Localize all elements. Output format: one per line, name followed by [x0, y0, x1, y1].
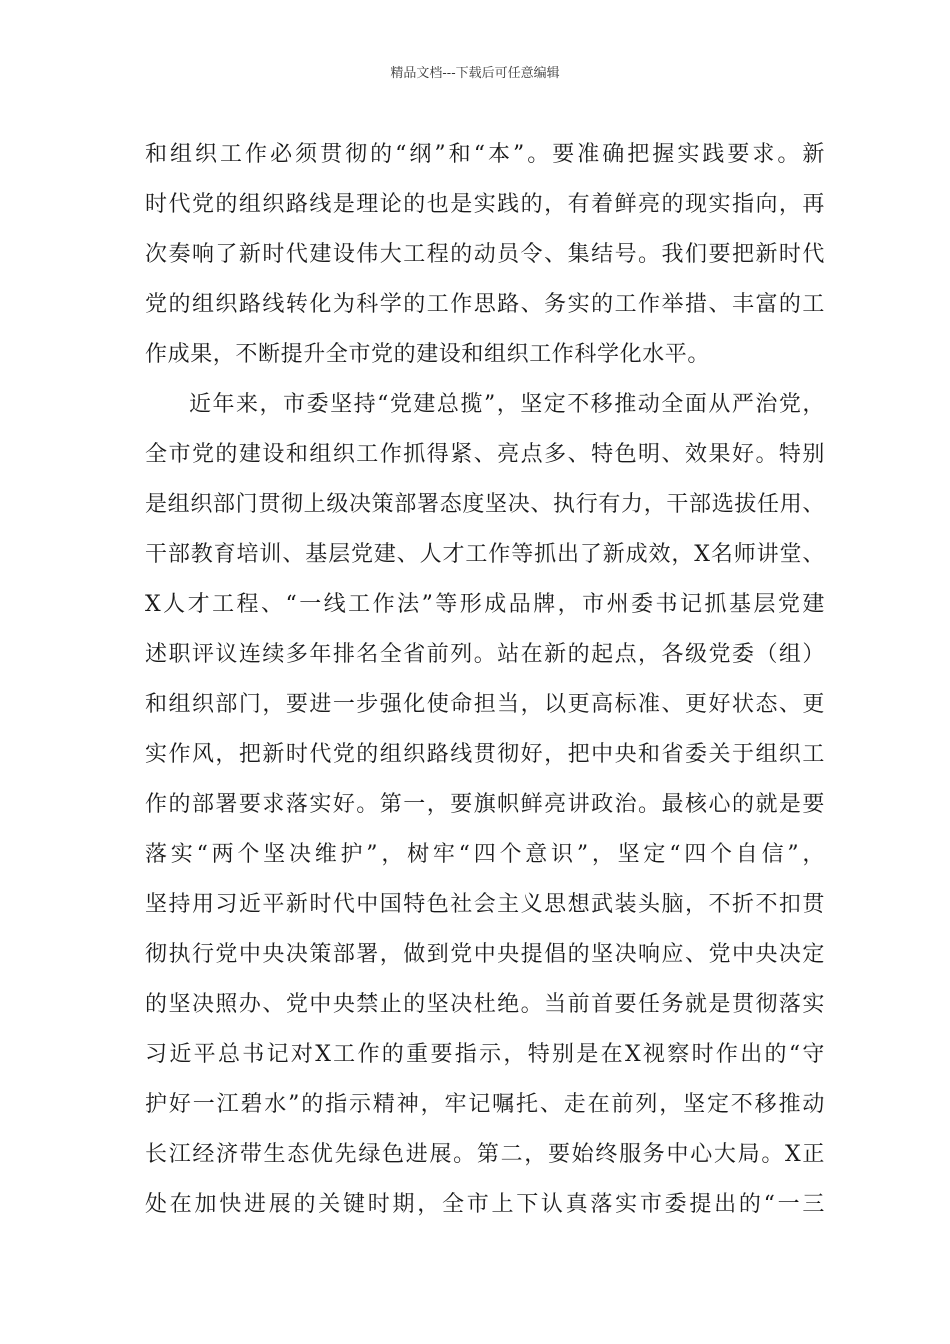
body-line: 党的组织路线转化为科学的工作思路、务实的工作举措、丰富的工 [145, 292, 825, 317]
body-line: 次奏响了新时代建设伟大工程的动员令、集结号。我们要把新时代 [145, 242, 825, 267]
body-line: 和组织工作必须贯彻的“纲”和“本”。要准确把握实践要求。新 [145, 142, 825, 167]
body-line: 习近平总书记对X工作的重要指示，特别是在X视察时作出的“守 [145, 1042, 825, 1067]
body-line: 时代党的组织路线是理论的也是实践的，有着鲜亮的现实指向，再 [145, 192, 825, 217]
document-body [145, 130, 825, 1230]
body-line: 作的部署要求落实好。第一，要旗帜鲜亮讲政治。最核心的就是要 [145, 792, 825, 817]
body-line: X人才工程、“一线工作法”等形成品牌，市州委书记抓基层党建 [145, 592, 825, 617]
page-header: 精品文档---下载后可任意编辑 [390, 66, 560, 81]
body-line: 落实“两个坚决维护”，树牢“四个意识”，坚定“四个自信”， [145, 842, 825, 867]
body-line: 和组织部门，要进一步强化使命担当，以更高标准、更好状态、更 [145, 692, 825, 717]
body-line: 作成果，不断提升全市党的建设和组织工作科学化水平。 [145, 342, 711, 367]
body-line: 是组织部门贯彻上级决策部署态度坚决、执行有力，干部选拔任用、 [145, 492, 825, 517]
body-line: 述职评议连续多年排名全省前列。站在新的起点，各级党委（组） [145, 642, 825, 667]
body-line: 处在加快进展的关键时期，全市上下认真落实市委提出的“一三 [145, 1192, 825, 1217]
paragraph-first-line: 近年来，市委坚持“党建总揽”，坚定不移推动全面从严治党， [189, 392, 825, 417]
body-line: 的坚决照办、党中央禁止的坚决杜绝。当前首要任务就是贯彻落实 [145, 992, 825, 1017]
body-line: 护好一江碧水”的指示精神，牢记嘱托、走在前列，坚定不移推动 [145, 1092, 825, 1117]
body-line: 长江经济带生态优先绿色进展。第二，要始终服务中心大局。X正 [145, 1142, 825, 1167]
body-line: 干部教育培训、基层党建、人才工作等抓出了新成效，X名师讲堂、 [145, 542, 825, 567]
body-line: 全市党的建设和组织工作抓得紧、亮点多、特色明、效果好。特别 [145, 442, 825, 467]
body-line: 彻执行党中央决策部署，做到党中央提倡的坚决响应、党中央决定 [145, 942, 825, 967]
body-line: 实作风，把新时代党的组织路线贯彻好，把中央和省委关于组织工 [145, 742, 825, 767]
body-line: 坚持用习近平新时代中国特色社会主义思想武装头脑，不折不扣贯 [145, 892, 825, 917]
